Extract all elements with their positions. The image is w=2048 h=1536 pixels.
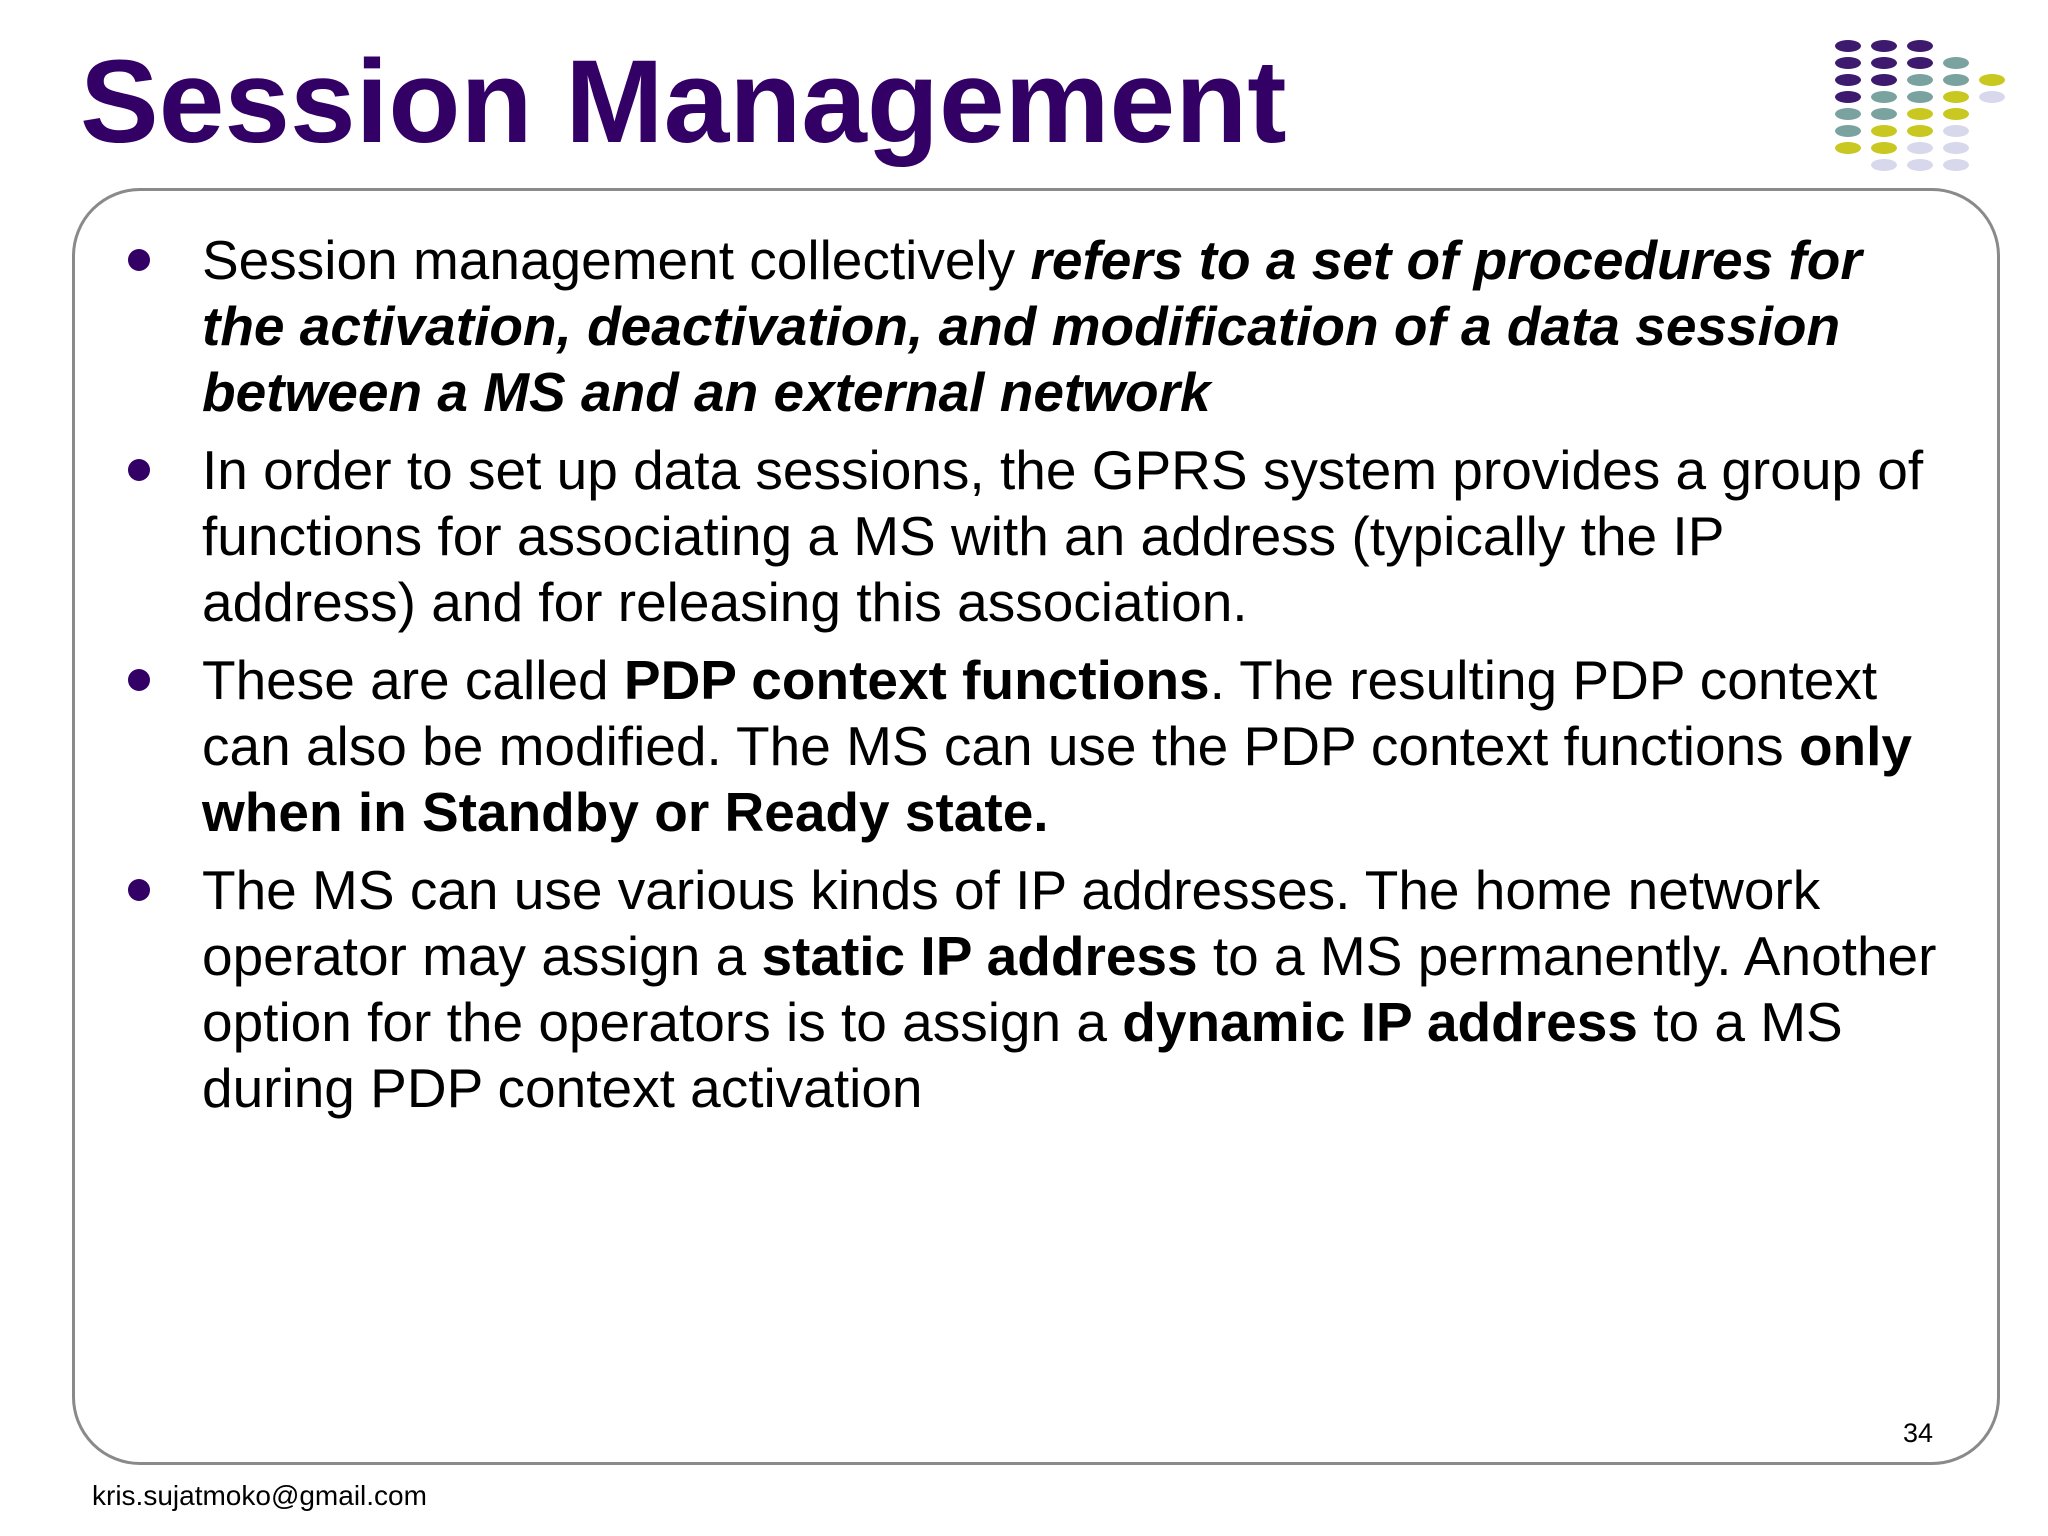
dot-grid-dot [1907,57,1933,69]
bullet-text-normal: to a MS permanently. Another option for the operators is to assign a [202,925,1937,1053]
dot-grid-dot [1943,74,1969,86]
bullet-item [120,647,1950,845]
bullet-item [120,227,1950,425]
dot-grid-dot [1871,125,1897,137]
dot-grid-dot [1871,108,1897,120]
bullet-text-bold: static IP address [761,925,1198,987]
dot-grid-dot [1907,40,1933,52]
page-number: 34 [1902,1418,1933,1448]
bullet-item [120,437,1950,635]
bullet-dot-icon [128,249,150,271]
dot-grid-dot [1943,159,1969,171]
bullet-text-normal: Session management collectively [202,229,1031,291]
dot-grid-dot [1907,108,1933,120]
dot-grid-dot [1979,91,2005,103]
dot-grid-dot [1907,159,1933,171]
bullet-text-normal: The MS can use various kinds of IP addresses. The home network operator may assign a [202,859,1821,987]
dot-grid-dot [1943,142,1969,154]
dot-grid-dot [1907,74,1933,86]
bullet-list [120,227,1950,1133]
dot-grid-dot [1871,74,1897,86]
dot-grid-dot [1835,125,1861,137]
bullet-text-bold: PDP context functions [623,649,1210,711]
dot-grid-dot [1943,125,1969,137]
dot-grid-dot [1835,91,1861,103]
bullet-dot-icon [128,669,150,691]
bullet-item [120,857,1950,1121]
bullet-text-normal: In order to set up data sessions, the GPRS system provides a group of functions for associating a MS with an address (typically the IP address) and for releasing this association. [202,439,1924,633]
dot-grid-dot [1835,40,1861,52]
bullet-text-normal: . The resulting PDP context can also be modified. The MS can use the PDP context functions [202,649,1878,777]
dot-grid-dot [1907,142,1933,154]
dot-grid-dot [1943,108,1969,120]
dot-grid-dot [1979,74,2005,86]
dot-grid-dot [1871,91,1897,103]
bullet-text-bold: only when in Standby or Ready state. [202,715,1912,843]
bullet-text-emphasis: refers to a set of procedures for the activation, deactivation, and modification of a data session between a MS and an external network [202,229,1862,423]
bullet-text-normal: to a MS during PDP context activation [202,991,1843,1119]
dot-grid-dot [1835,108,1861,120]
dot-grid-dot [1835,142,1861,154]
dot-grid-dot [1907,125,1933,137]
slide-title: Session Management [80,36,1287,168]
dot-grid-dot [1835,57,1861,69]
bullet-text-bold: dynamic IP address [1122,991,1638,1053]
dot-grid-dot [1871,159,1897,171]
dot-grid-dot [1907,91,1933,103]
dot-grid-dot [1871,142,1897,154]
dot-grid-dot [1871,57,1897,69]
dot-grid-dot [1943,57,1969,69]
bullet-text-normal: These are called [202,649,624,711]
dot-grid-dot [1835,74,1861,86]
footer-email: kris.sujatmoko@gmail.com [92,1480,427,1511]
bullet-dot-icon [128,459,150,481]
bullet-dot-icon [128,879,150,901]
dot-grid-dot [1943,91,1969,103]
dot-grid-icon [1832,36,2032,178]
dot-grid-dot [1871,40,1897,52]
